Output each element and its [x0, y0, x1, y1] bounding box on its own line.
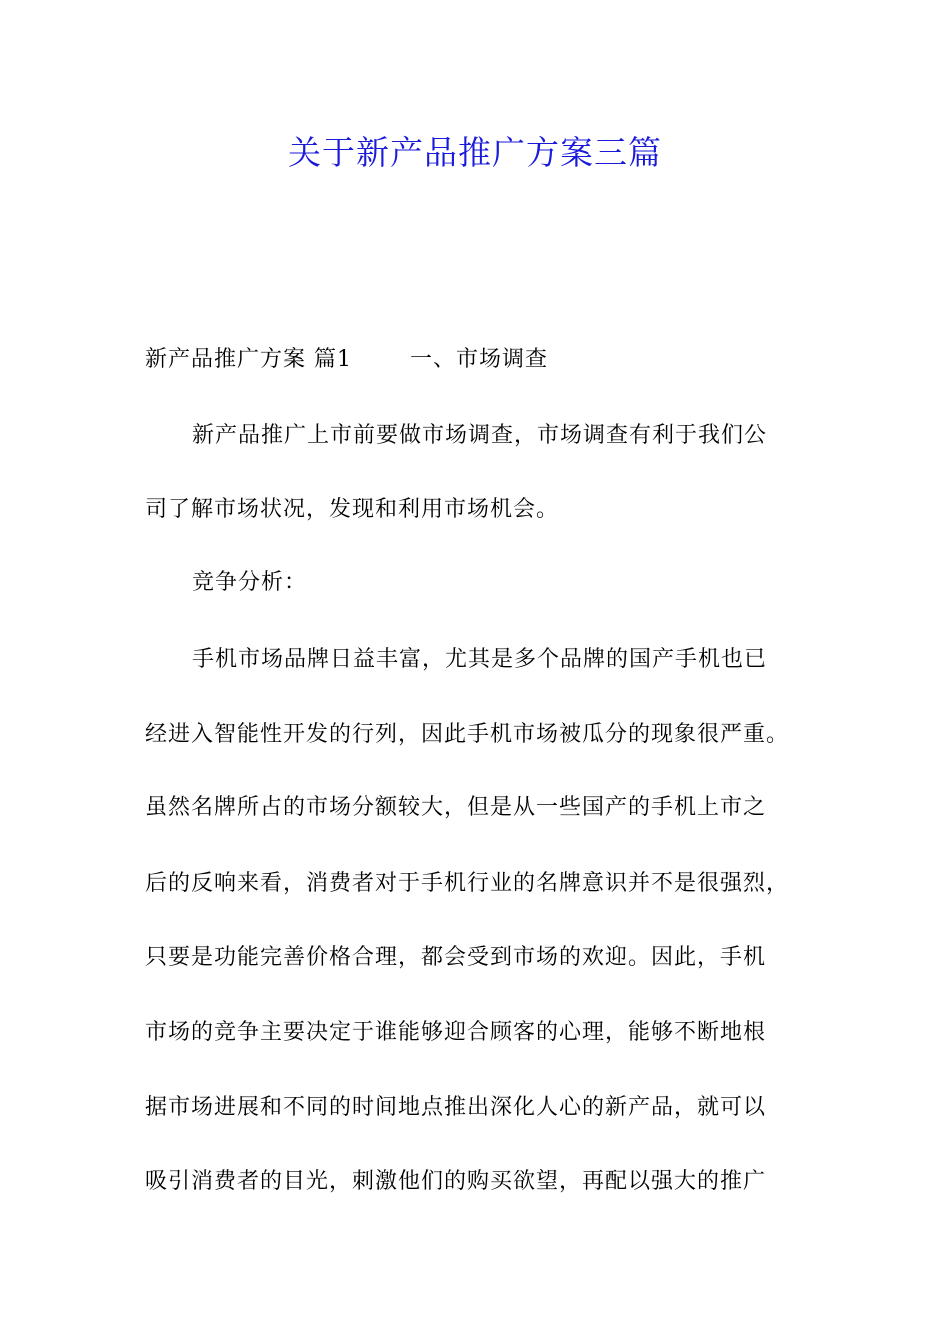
paragraph-line: 只要是功能完善价格合理，都会受到市场的欢迎。因此，手机 [145, 945, 767, 970]
paragraph-line: 虽然名牌所占的市场分额较大，但是从一些国产的手机上市之 [145, 795, 767, 820]
paragraph-line: 吸引消费者的目光，刺激他们的购买欲望，再配以强大的推广 [145, 1169, 767, 1194]
paragraph-line: 后的反响来看，消费者对于手机行业的名牌意识并不是很强烈， [145, 871, 790, 896]
section-heading [145, 344, 835, 376]
section-topic-label: 一、市场调查 [410, 347, 549, 372]
section-part-label: 新产品推广方案 篇1 [145, 347, 352, 372]
paragraph-line: 手机市场品牌日益丰富，尤其是多个品牌的国产手机也已 [192, 647, 768, 672]
paragraph-line: 经进入智能性开发的行列，因此手机市场被瓜分的现象很严重。 [145, 722, 790, 747]
paragraph-line: 新产品推广上市前要做市场调查，市场调查有利于我们公 [192, 423, 768, 448]
paragraph-line: 据市场进展和不同的时间地点推出深化人心的新产品，就可以 [145, 1095, 767, 1120]
paragraph-line: 市场的竞争主要决定于谁能够迎合顾客的心理，能够不断地根 [145, 1020, 767, 1045]
paragraph-line: 司了解市场状况，发现和利用市场机会。 [145, 497, 560, 522]
document-title: 关于新产品推广方案三篇 [288, 133, 662, 172]
paragraph-line: 竞争分析： [192, 570, 308, 595]
